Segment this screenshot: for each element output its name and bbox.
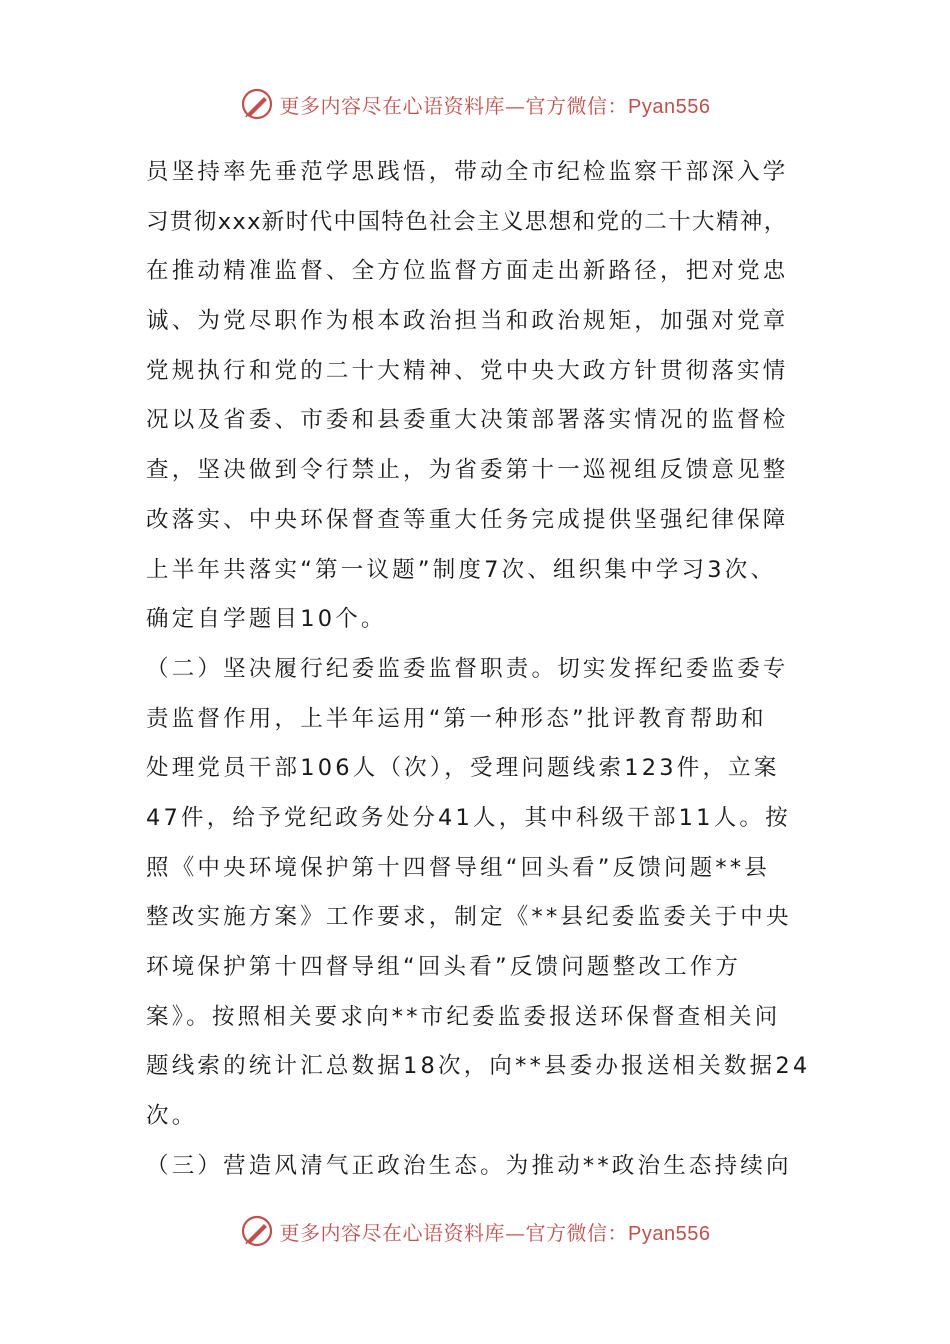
text-line: 确定自学题目10个。 [146, 606, 387, 633]
wechat-id: Pyan556 [628, 1222, 711, 1245]
text-line: 责监督作用，上半年运用“第一种形态”批评教育帮助和 [146, 705, 767, 732]
text-line: 照《中央环境保护第十四督导组“回头看”反馈问题**县 [146, 854, 771, 881]
text-line: 47件，给予党纪政务处分41人，其中科级干部11人。按 [146, 804, 791, 831]
text-line: 案》。按照相关要求向**市纪委监委报送环保督查相关问 [146, 1003, 781, 1030]
footer-watermark-banner [0, 1211, 950, 1251]
text-line: 习贯彻xxx新时代中国特色社会主义思想和党的二十大精神， [146, 208, 788, 235]
text-line: 员坚持率先垂范学思践悟，带动全市纪检监察干部深入学 [146, 159, 789, 185]
pen-logo-icon [240, 87, 274, 121]
text-line: 题线索的统计汇总数据18次，向**县委办报送相关数据24 [146, 1053, 811, 1080]
text-line: 次。 [146, 1103, 198, 1130]
text-line: 上半年共落实“第一议题”制度7次、组织集中学习3次、 [146, 556, 777, 583]
text-line: 环境保护第十四督导组“回头看”反馈问题整改工作方 [146, 954, 742, 980]
section-heading-line: （二）坚决履行纪委监委监督职责。切实发挥纪委监委专 [146, 655, 789, 682]
text-line: 查，坚决做到令行禁止，为省委第十一巡视组反馈意见整 [146, 457, 789, 484]
banner-text: 更多内容尽在心语资料库—官方微信：Pyan556 [279, 93, 711, 118]
text-line: 况以及省委、市委和县委重大决策部署落实情况的监督检 [146, 407, 789, 434]
banner-text: 更多内容尽在心语资料库—官方微信：Pyan556 [279, 1220, 711, 1245]
wechat-id: Pyan556 [628, 95, 711, 118]
text-line: 党规执行和党的二十大精神、党中央大政方针贯彻落实情 [146, 357, 789, 384]
pen-logo-icon [240, 1214, 274, 1248]
header-watermark-banner [0, 84, 950, 124]
text-line: 诚、为党尽职作为根本政治担当和政治规矩，加强对党章 [146, 308, 789, 335]
section-heading-line: （三）营造风清气正政治生态。为推动**政治生态持续向 [146, 1152, 792, 1179]
text-line: 处理党员干部106人（次），受理问题线索123件，立案 [146, 755, 780, 782]
text-line: 改落实、中央环保督查等重大任务完成提供坚强纪律保障 [146, 506, 789, 533]
text-line: 整改实施方案》工作要求，制定《**县纪委监委关于中央 [146, 904, 792, 931]
document-body [146, 148, 816, 1191]
text-line: 在推动精准监督、全方位监督方面走出新路径，把对党忠 [146, 258, 789, 285]
